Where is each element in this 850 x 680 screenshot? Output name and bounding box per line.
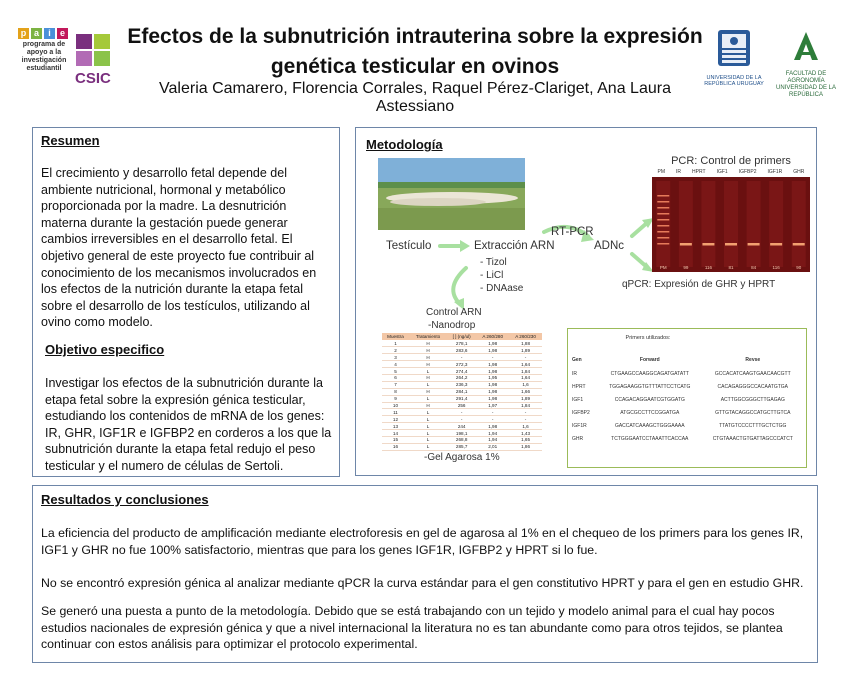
extraccion-label: Extracción ARN xyxy=(474,240,555,252)
rna-table-cell: 244 xyxy=(447,423,476,430)
gel-image xyxy=(652,177,810,272)
control-arn-label: Control ARN xyxy=(426,307,482,318)
rna-table-cell: L xyxy=(409,416,447,423)
rna-table-cell: 1,98 xyxy=(476,340,509,347)
rna-table-cell: 1,94 xyxy=(476,430,509,437)
qpcr-label: qPCR: Expresión de GHR y HPRT xyxy=(622,279,776,290)
agronomia-leaf-icon xyxy=(791,30,821,64)
primers-table-row xyxy=(572,432,804,445)
rna-table-header: A 260/280 xyxy=(476,333,509,340)
rna-table-cell: H xyxy=(409,388,447,395)
rna-table-cell: 285,7 xyxy=(447,443,476,450)
primers-table-cell: IGF1 xyxy=(572,396,584,403)
gel-agarosa-label: -Gel Agarosa 1% xyxy=(424,452,500,463)
paie-letter: e xyxy=(57,28,68,39)
gel-band-size: 90 xyxy=(796,265,802,270)
rna-table-cell: 1,6 xyxy=(509,381,542,388)
resultados-paragraph-3: Se generó una puesta a punto de la metodología. Debido que se está trabajando con un tejido y modelo animal para el cual hay pocos estudios nacionales de expresión génica y que a nivel internacional la literatura no es tan abundante como para otros tejidos, se plantea continuar con estos análisis para optimizar el protocolo experimental. xyxy=(41,604,783,651)
rna-table-cell: - xyxy=(447,416,476,423)
gel-band-size: 84 xyxy=(751,265,757,270)
rna-table-cell: 2 xyxy=(382,347,409,354)
rna-table-cell: 1,89 xyxy=(509,395,542,402)
rna-table-cell: 9 xyxy=(382,395,409,402)
title-line-2: genética testicular en ovinos xyxy=(270,55,560,78)
rna-table-row xyxy=(382,347,542,354)
rna-table-cell: 15 xyxy=(382,436,409,443)
primers-table-row xyxy=(572,419,804,432)
rna-table-cell: - xyxy=(476,416,509,423)
rna-table-row xyxy=(382,361,542,368)
rna-table-cell: L xyxy=(409,395,447,402)
rna-table-cell: L xyxy=(409,443,447,450)
rna-table-cell: 14 xyxy=(382,430,409,437)
rna-table-cell: L xyxy=(409,381,447,388)
nanodrop-label: -Nanodrop xyxy=(428,320,476,331)
paie-letter: i xyxy=(44,28,55,39)
udelar-logo xyxy=(704,28,764,90)
rna-table-cell: 1,84 xyxy=(509,402,542,409)
rna-table-row xyxy=(382,381,542,388)
rna-table-cell: 284,1 xyxy=(447,388,476,395)
rna-table-header: Tratamiento xyxy=(409,333,447,340)
adnc-label: ADNc xyxy=(594,240,625,252)
rna-table-cell: 1,98 xyxy=(476,423,509,430)
rna-table-cell: 1,86 xyxy=(509,443,542,450)
rna-table-cell: 1,97 xyxy=(476,402,509,409)
rna-table-cell: 283,6 xyxy=(447,347,476,354)
rna-table-row xyxy=(382,374,542,381)
primers-table-cell: ATGCGCCTTCCGGATGA xyxy=(620,409,680,416)
udelar-seal-icon xyxy=(714,28,754,68)
rna-table-cell: 16 xyxy=(382,443,409,450)
resumen-panel xyxy=(32,127,340,477)
pcr-gel-figure xyxy=(652,155,810,272)
rna-table-cell: 291,4 xyxy=(447,395,476,402)
rna-table-cell: 268,8 xyxy=(447,436,476,443)
rna-table-cell: 12 xyxy=(382,416,409,423)
rna-table-row xyxy=(382,416,542,423)
rna-table-cell: 1,6 xyxy=(509,423,542,430)
primers-table-row xyxy=(572,393,804,406)
gel-lane-label: IGF1R xyxy=(767,169,783,175)
rna-table-cell: - xyxy=(476,354,509,361)
resumen-text: El crecimiento y desarrollo fetal depende del ambiente nutricional, hormonal y metabólico proporcionada por la madre. La desnutrición materna durante la gestación puede generar cambios irreversibles en el desarrollo fetal. El objetivo general de este proyecto fue contribuir al conocimiento de los mecanismos involucrados en los efectos de la nutrición durante la etapa fetal sobre el desarrollo de los testículos, utilizando al ovino como modelo. xyxy=(41,166,317,330)
rna-table-cell: 1,66 xyxy=(509,388,542,395)
rna-table-cell: 3 xyxy=(382,354,409,361)
extraction-methods-list xyxy=(480,256,523,295)
resultados-heading: Resultados y conclusiones xyxy=(41,492,209,507)
primers-table-cell: TTATGTCCCCTTTGCTCTGG xyxy=(719,422,787,429)
rna-table-cell: 1,94 xyxy=(476,436,509,443)
rna-table-cell: 264,2 xyxy=(447,374,476,381)
rna-table-cell: 1,98 xyxy=(476,368,509,375)
agronomia-text: FACULTAD DE AGRONOMÍA UNIVERSIDAD DE LA REPÚBLICA xyxy=(775,71,836,98)
rna-table-cell: L xyxy=(409,368,447,375)
extraction-method: - DNAase xyxy=(480,283,524,294)
rna-table-cell: 10 xyxy=(382,402,409,409)
rna-table-cell: 1,98 xyxy=(476,347,509,354)
primers-table-cell: IR xyxy=(572,370,577,377)
primers-table-header: Revse xyxy=(745,357,761,363)
rna-table-cell: 1,98 xyxy=(476,388,509,395)
rna-table-cell: 13 xyxy=(382,423,409,430)
title-line-1: Efectos de la subnutrición intrauterina sobre la expresión xyxy=(127,25,703,48)
rna-table-cell: 1,89 xyxy=(509,347,542,354)
primers-table-cell: CACAGAGGGCCACAATGTGA xyxy=(717,383,789,390)
rna-table-cell: 7 xyxy=(382,381,409,388)
rna-table-row xyxy=(382,436,542,443)
resumen-heading: Resumen xyxy=(41,133,100,148)
gel-lane-label: PM xyxy=(657,169,665,175)
rna-table-cell: 1,98 xyxy=(476,395,509,402)
rna-table-cell: H xyxy=(409,402,447,409)
paie-letter: p xyxy=(18,28,29,39)
rna-table-cell: 2,01 xyxy=(476,443,509,450)
rna-table-cell: - xyxy=(509,416,542,423)
rna-table-header: Muestra xyxy=(382,333,409,340)
primers-table-cell: IGF1R xyxy=(572,422,587,429)
rna-quality-table xyxy=(382,333,542,451)
primers-table-cell: GHR xyxy=(572,435,584,442)
rna-table-row xyxy=(382,423,542,430)
rna-table-row xyxy=(382,368,542,375)
resultados-panel xyxy=(32,485,818,663)
rna-table-row xyxy=(382,388,542,395)
primers-table-cell: IGFBP2 xyxy=(572,409,590,416)
rna-table-cell: 1,98 xyxy=(476,361,509,368)
rna-table-row xyxy=(382,354,542,361)
primers-box xyxy=(567,328,807,468)
rna-table-cell: - xyxy=(476,409,509,416)
rna-table-row xyxy=(382,443,542,450)
gel-band-size: PM xyxy=(659,265,667,270)
rna-table-cell: 272,3 xyxy=(447,361,476,368)
primers-table-row xyxy=(572,380,804,393)
gel-lane-labels xyxy=(652,169,810,175)
rna-table-cell: 1 xyxy=(382,340,409,347)
primers-table-cell: TGGAGAAGGTGTTTATTCCTCATG xyxy=(609,383,691,390)
objetivo-heading: Objetivo especifico xyxy=(45,342,165,357)
primers-table-header: Gen xyxy=(572,357,582,363)
csic-icon xyxy=(76,34,112,68)
rna-table-cell: 198,1 xyxy=(447,430,476,437)
rna-table-cell: - xyxy=(509,409,542,416)
rna-table-cell: 1,65 xyxy=(509,436,542,443)
rna-table-header: A 260/230 xyxy=(509,333,542,340)
paie-text: programa de apoyo a la investigación estudiantil xyxy=(21,41,67,72)
rna-table-cell: 1,64 xyxy=(509,361,542,368)
agronomia-logo xyxy=(774,30,838,98)
rtpcr-label: RT-PCR xyxy=(551,226,594,238)
primers-table-cell: GACCATCAAAGCTGGGAAAA xyxy=(614,422,685,429)
rna-table-cell: - xyxy=(509,354,542,361)
gel-lane-label: IGF1 xyxy=(716,169,728,175)
paie-csic-logo xyxy=(18,28,116,87)
primers-table-cell: GCCACATCAAGTGAACAACGTT xyxy=(714,370,791,377)
page-title xyxy=(120,22,710,82)
resultados-paragraph-1: La eficiencia del producto de amplificación mediante electroforesis en gel de agarosa al 1% en el chequeo de los primers para los genes IR, IGF1 y GHR no fue 100% satisfactorio, mientras que para los genes IGF1R, IGFBP2 y HPRT si lo fue. xyxy=(41,526,804,557)
rna-table-cell: 1,84 xyxy=(509,368,542,375)
primers-table xyxy=(572,353,804,445)
gel-lane-label: IGFBP2 xyxy=(738,169,757,175)
gel-lane-label: HPRT xyxy=(692,169,706,175)
gel-band-size: 81 xyxy=(728,265,734,270)
rna-table-cell: 1,98 xyxy=(476,381,509,388)
primers-table-cell: HPRT xyxy=(572,383,586,390)
rna-table-cell: 256 xyxy=(447,402,476,409)
rna-table-cell: H xyxy=(409,374,447,381)
rna-table-cell: 1,43 xyxy=(509,430,542,437)
primers-table-cell: CTGAAGCCAAGGCAGATGATATT xyxy=(610,370,689,377)
extraction-method: - LiCl xyxy=(480,270,504,281)
primers-table-row xyxy=(572,367,804,380)
authors: Valeria Camarero, Florencia Corrales, Raquel Pérez-Clariget, Ana Laura Astessiano xyxy=(159,80,671,115)
rna-table-cell: H xyxy=(409,340,447,347)
rna-table-row xyxy=(382,409,542,416)
rna-table-cell: 6 xyxy=(382,374,409,381)
extraction-method: - Tizol xyxy=(480,257,507,268)
rna-table-cell: H xyxy=(409,354,447,361)
rna-table-cell: H xyxy=(409,361,447,368)
resultados-paragraph-2: No se encontró expresión génica al analizar mediante qPCR la curva estándar para el gen constitutivo HPRT y para el gen en estudio GHR. xyxy=(41,576,804,590)
rna-table-cell: 8 xyxy=(382,388,409,395)
gel-band-size: 116 xyxy=(772,265,780,270)
rna-table-cell: 1,88 xyxy=(509,340,542,347)
gel-band-size: 99 xyxy=(683,265,689,270)
primers-title: Primers utilizados: xyxy=(625,335,671,341)
rna-table-row xyxy=(382,395,542,402)
pcr-gel-title: PCR: Control de primers xyxy=(671,155,791,167)
rna-table-cell: L xyxy=(409,430,447,437)
primers-table-cell: ACTTGGCGGGCTTGAGAG xyxy=(720,396,785,403)
rna-table-cell: - xyxy=(447,409,476,416)
rna-table-cell: L xyxy=(409,409,447,416)
rna-table-cell: 1,95 xyxy=(476,374,509,381)
primers-table-cell: CCAGACAGGAATCGTGGATG xyxy=(614,396,685,403)
rna-table-cell: 1,64 xyxy=(509,374,542,381)
rna-table-cell: 236,3 xyxy=(447,381,476,388)
primers-table-cell: CTGTAAACTGTGATTAGCCCATCT xyxy=(712,435,793,442)
rna-table-header: [ ] (ng/ul) xyxy=(447,333,476,340)
rna-table-cell: L xyxy=(409,423,447,430)
metodologia-panel xyxy=(355,127,817,476)
rna-table-cell: 274,4 xyxy=(447,368,476,375)
udelar-text: UNIVERSIDAD DE LA REPÚBLICA URUGUAY xyxy=(704,75,764,87)
primers-table-row xyxy=(572,406,804,419)
gel-lane-label: IR xyxy=(676,169,682,175)
rna-table-cell: 5 xyxy=(382,368,409,375)
rna-table-cell: 278,1 xyxy=(447,340,476,347)
csic-label: CSIC xyxy=(75,70,111,87)
rna-table-cell: - xyxy=(447,354,476,361)
objetivo-text: Investigar los efectos de la subnutrición durante la etapa fetal sobre la expresión génica testicular, estudiando los contenidos de mRNA de los genes: IR, GHR, IGF1R e IGFBP2 en corderos a los que la subnutrición durante la etapa fetal redujo el peso testicular y el numero de células de Sertoli. xyxy=(45,376,332,473)
paie-letter: a xyxy=(31,28,42,39)
rna-table-cell: L xyxy=(409,436,447,443)
primers-table-cell: GTTGTACAGGCCATGCTTGTCA xyxy=(715,409,791,416)
rna-table-row xyxy=(382,402,542,409)
primers-table-header: Forward xyxy=(639,357,660,363)
rna-table-cell: 11 xyxy=(382,409,409,416)
rna-table-row xyxy=(382,430,542,437)
primers-table-cell: TCTGGGAATCCTAAATTCACCAA xyxy=(611,435,689,442)
testiculo-label: Testículo xyxy=(386,240,432,252)
rna-table-row xyxy=(382,340,542,347)
rna-table-cell: H xyxy=(409,347,447,354)
gel-band-size: 116 xyxy=(704,265,713,270)
metodologia-heading: Metodología xyxy=(366,137,443,152)
gel-lane-label: GHR xyxy=(793,169,805,175)
rna-table-cell: 4 xyxy=(382,361,409,368)
